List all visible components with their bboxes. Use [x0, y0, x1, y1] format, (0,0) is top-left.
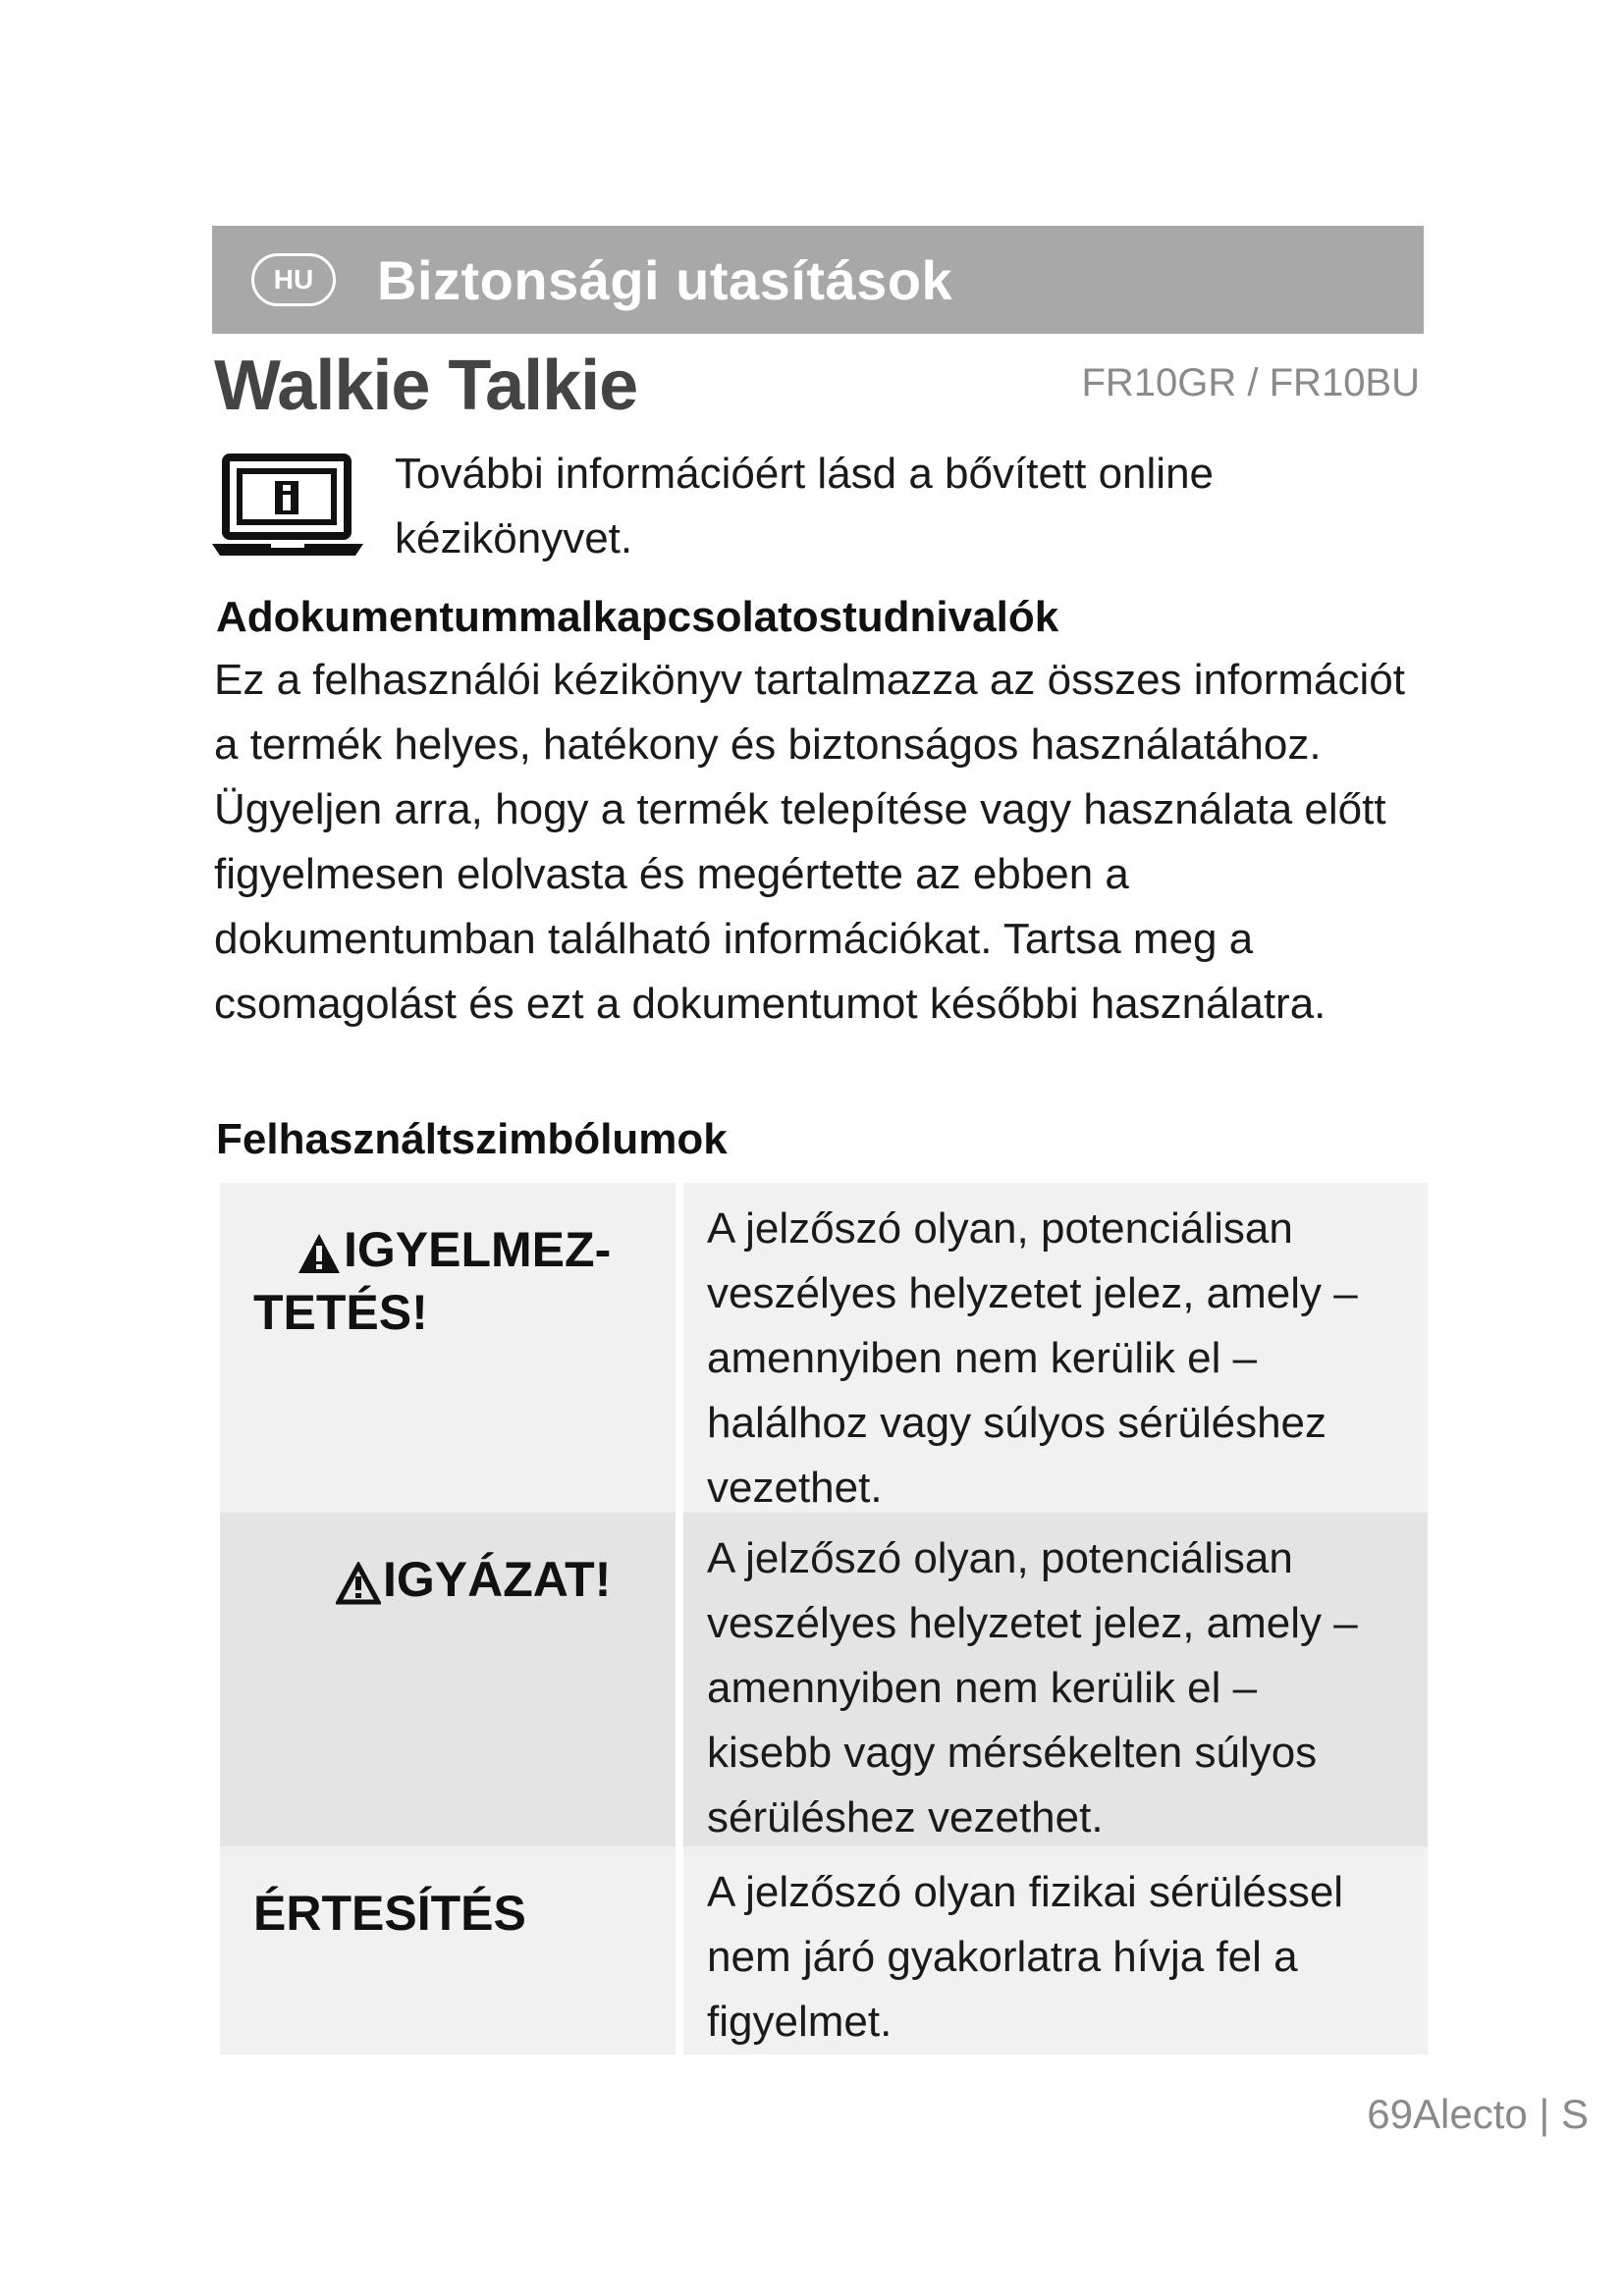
table-row-warning	[220, 1183, 1428, 1513]
warning-label-cell	[220, 1183, 676, 1513]
notice-label: ÉRTESÍTÉS	[253, 1886, 526, 1941]
table-row-caution	[220, 1513, 1428, 1846]
product-title: Walkie Talkie	[214, 347, 638, 425]
caution-description: A jelzőszó olyan, potenciálisan veszélyes helyzetet jelez, amely – amennyiben nem kerülik el – kisebb vagy mérsékelten súlyos sérüléshez vezethet.	[683, 1513, 1428, 1846]
section-title: Biztonsági utasítások	[377, 248, 953, 311]
document-info-body	[214, 648, 1432, 1037]
section-header-bar	[212, 226, 1424, 334]
page-footer: 69Alecto | S	[1367, 2091, 1589, 2137]
caution-label-cell	[220, 1513, 676, 1846]
document-info-paragraph-1: Ez a felhasználói kézikönyv tartalmazza az összes információt a termék helyes, hatékony és biztonságos használatához.	[214, 656, 1405, 769]
laptop-info-icon	[212, 454, 363, 561]
notice-description: A jelzőszó olyan fizikai sérüléssel nem járó gyakorlatra hívja fel a figyelmet.	[683, 1846, 1428, 2055]
online-manual-line-1: További információért lásd a bővített online	[395, 450, 1215, 498]
caution-label: IGYÁZAT!	[383, 1552, 612, 1607]
online-manual-text	[395, 442, 1377, 571]
symbols-heading: Felhasználtszimbólumok	[216, 1115, 728, 1163]
language-badge: HU	[251, 253, 336, 306]
table-row-notice	[220, 1846, 1428, 2055]
document-info-paragraph-2: Ügyeljen arra, hogy a termék telepítése vagy használata előtt figyelmesen elolvasta és megértette az ebben a dokumentumban található információkat. Tartsa meg a csomagolást és ezt a dokumentumot későbbi használatra.	[214, 785, 1386, 1028]
warning-label-line-1: IGYELMEZ-	[344, 1222, 612, 1277]
online-manual-line-2: kézikönyvet.	[395, 514, 633, 562]
online-manual-note	[212, 442, 1424, 569]
symbols-table	[220, 1183, 1428, 2055]
warning-label-line-2: TETÉS!	[253, 1285, 428, 1340]
document-info-heading: Adokumentummalkapcsolatostudnivalók	[216, 593, 1059, 641]
model-number: FR10GR / FR10BU	[1081, 361, 1420, 404]
warning-triangle-icon	[297, 1232, 342, 1275]
warning-description: A jelzőszó olyan, potenciálisan veszélyes helyzetet jelez, amely – amennyiben nem kerülik el – halálhoz vagy súlyos sérüléshez vezethet.	[683, 1183, 1428, 1513]
notice-label-cell	[220, 1846, 676, 2055]
caution-triangle-icon	[336, 1562, 381, 1605]
